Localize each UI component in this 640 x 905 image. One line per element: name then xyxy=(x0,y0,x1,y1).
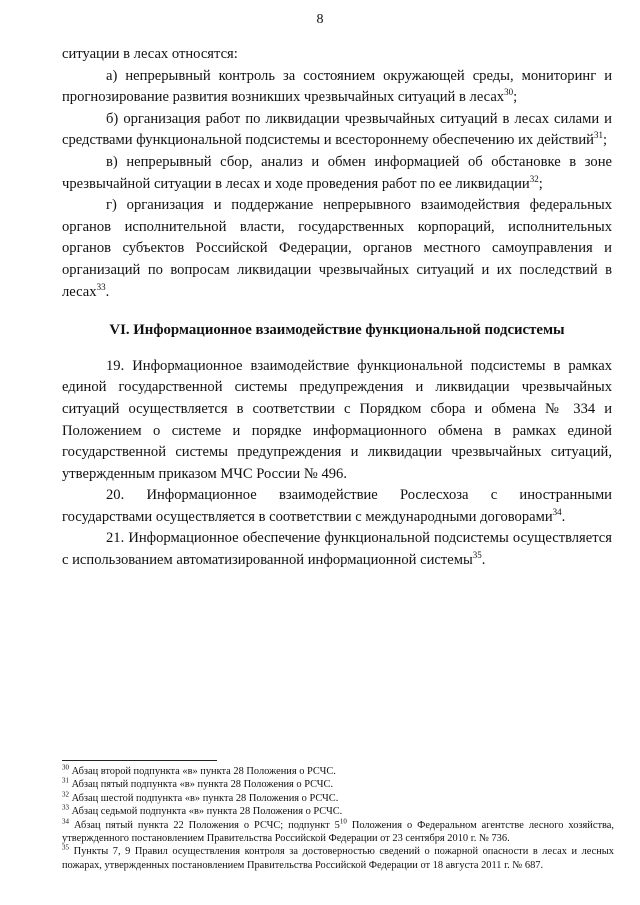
footnote-35 xyxy=(62,845,614,872)
item-b-paragraph xyxy=(62,109,612,152)
footnote-33 xyxy=(62,805,614,818)
document-body xyxy=(62,44,612,572)
item-g-text: г) организация и поддержание непрерывного взаимодействия федеральных органов исполнительной власти, государственных корпораций, исполнительных органов субъектов Российской Федерации, органов местного самоуправления и организаций по вопросам ликвидации чрезвычайных ситуаций и их последствий в лесах xyxy=(62,197,612,300)
paragraph-20-text: 20. Информационное взаимодействие Рослесхоза с иностранными государствами осуществляется в соответствии с международными договорами xyxy=(62,487,612,525)
footnote-marker-35: 35 xyxy=(62,843,69,852)
item-a-end: ; xyxy=(513,89,518,106)
paragraph-20-end: . xyxy=(561,508,566,525)
footnote-34-superscript: 10 xyxy=(339,817,347,826)
footnote-31 xyxy=(62,778,614,791)
paragraph-20 xyxy=(62,485,612,528)
footnote-30 xyxy=(62,765,614,778)
footnote-ref-34: 34 xyxy=(552,507,562,518)
item-g-end: . xyxy=(105,283,110,300)
item-g-paragraph xyxy=(62,195,612,303)
intro-paragraph xyxy=(62,44,612,66)
item-a-text: а) непрерывный контроль за состоянием окружающей среды, мониторинг и прогнозирование развития возникших чрезвычайных ситуаций в лесах xyxy=(62,67,612,106)
item-b-end: ; xyxy=(602,132,607,149)
paragraph-21-end: . xyxy=(481,552,486,569)
footnote-marker-33: 33 xyxy=(62,803,69,812)
item-v-end: ; xyxy=(538,175,543,192)
footnote-marker-34: 34 xyxy=(62,817,69,826)
item-v-text: в) непрерывный сбор, анализ и обмен информацией об обстановке в зоне чрезвычайной ситуации в лесах и ходе проведения работ по ее ликвидации xyxy=(62,153,612,192)
footnote-32-text: Абзац шестой подпункта «в» пункта 28 Положения о РСЧС. xyxy=(71,792,339,804)
item-a-paragraph xyxy=(62,66,612,109)
footnote-31-text: Абзац пятый подпункта «в» пункта 28 Положения о РСЧС. xyxy=(71,779,334,791)
page-number: 8 xyxy=(316,12,324,27)
footnote-33-text: Абзац седьмой подпункта «в» пункта 28 Положения о РСЧС. xyxy=(71,806,343,818)
footnote-30-text: Абзац второй подпункта «в» пункта 28 Положения о РСЧС. xyxy=(71,766,336,777)
paragraph-19 xyxy=(62,356,612,486)
footnotes xyxy=(62,765,614,872)
footnote-ref-31: 31 xyxy=(593,130,603,141)
paragraph-21-text: 21. Информационное обеспечение функциональной подсистемы осуществляется с использованием автоматизированной информационной системы xyxy=(62,530,612,569)
paragraph-19-text: 19. Информационное взаимодействие функциональной подсистемы в рамках единой государственной системы предупреждения и ликвидации чрезвычайных ситуаций осуществляется в соответствии с Порядком сбора и обмена № 334 и Положением о системе и порядке информационного обмена в рамках единой государственной системы предупреждения и ликвидации чрезвычайных ситуаций, утвержденным приказом МЧС России № 496. xyxy=(62,357,612,482)
item-b-text: б) организация работ по ликвидации чрезвычайных ситуаций в лесах силами и средствами функциональной подсистемы и всестороннему обеспечению их действий xyxy=(62,110,612,149)
footnote-marker-31: 31 xyxy=(62,776,69,785)
footnote-marker-32: 32 xyxy=(62,790,69,799)
item-v-paragraph xyxy=(62,152,612,195)
footnote-ref-35: 35 xyxy=(472,550,482,561)
footnote-34-text-part2: Положения о Федеральном агентстве лесного хозяйства, утвержденного постановлением Правительства Российской Федерации от 23 сентября 2010 г. № 736. xyxy=(62,819,614,845)
footnote-divider xyxy=(62,760,217,761)
footnote-marker-30: 30 xyxy=(62,763,69,772)
intro-text: ситуации в лесах относятся: xyxy=(62,46,238,62)
footnote-35-text: Пункты 7, 9 Правил осуществления контроля за достоверностью сведений о пожарной опасности в лесах и лесных пожарах, утвержденных постановлением Правительства Российской Федерации от 18 августа 2011 г. № 687. xyxy=(62,846,614,871)
paragraph-21 xyxy=(62,528,612,571)
footnote-ref-32: 32 xyxy=(529,173,539,184)
footnote-ref-30: 30 xyxy=(504,87,514,98)
footnote-32 xyxy=(62,792,614,805)
footnote-34-text-part1: Абзац пятый пункта 22 Положения о РСЧС; подпункт 5 xyxy=(73,819,340,831)
footnote-ref-33: 33 xyxy=(96,281,106,292)
section-heading: VI. Информационное взаимодействие функциональной подсистемы xyxy=(109,322,565,339)
footnote-34 xyxy=(62,819,614,846)
